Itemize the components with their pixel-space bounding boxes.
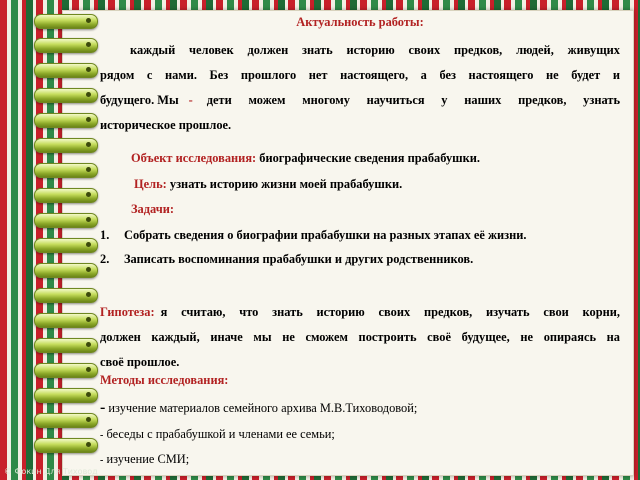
relevance-line-1: каждый человек должен знать историю своих предков, людей, живущих (130, 43, 620, 57)
task-item (100, 227, 620, 244)
method-item (100, 451, 620, 469)
binding-ring (34, 138, 98, 153)
object-line (131, 150, 621, 167)
binding-ring (34, 63, 98, 78)
tasks-label: Задачи: (131, 202, 174, 216)
hypothesis-line-2: должен каждый, иначе мы не сможем построить своё будущее, не опираясь на (100, 330, 620, 344)
binding-ring (34, 213, 98, 228)
task-text: Собрать сведения о биографии прабабушки на разных этапах её жизни. (124, 228, 527, 242)
relevance-line-4: историческое прошлое. (100, 118, 232, 132)
binding-ring (34, 338, 98, 353)
relevance-line-3 (100, 92, 620, 109)
binding-ring (34, 88, 98, 103)
hypothesis-text-1: я считаю, что знать историю своих предков, изучать свои корни, (160, 305, 620, 319)
method-item (100, 426, 620, 444)
binding-ring (34, 238, 98, 253)
watermark: © Фокин Для Тиховод (4, 467, 98, 476)
binding-ring (34, 413, 98, 428)
method-dash: - (100, 399, 106, 416)
binding-ring (34, 188, 98, 203)
hypothesis-line-1 (100, 304, 620, 321)
relevance-dash: - (188, 93, 193, 107)
task-text: Записать воспоминания прабабушки и других родственников. (124, 252, 474, 266)
object-label: Объект исследования (131, 151, 253, 165)
task-number: 1. (100, 228, 110, 242)
method-text: изучение материалов семейного архива М.В.Тиховодовой; (105, 401, 418, 415)
goal-text: узнать историю жизни моей прабабушки. (166, 177, 403, 191)
binding-ring (34, 313, 98, 328)
task-number: 2. (100, 252, 110, 266)
goal-line (134, 176, 620, 193)
method-item (100, 399, 620, 417)
method-dash: - (100, 455, 104, 466)
relevance-line-3a: будущего. Мы (100, 93, 179, 107)
hypothesis-line-3: своё прошлое. (100, 355, 180, 369)
task-item (100, 251, 620, 268)
relevance-line-3b: дети можем многому научиться у наших предков, узнать (206, 93, 620, 107)
method-dash: - (100, 430, 104, 441)
binding-ring (34, 38, 98, 53)
binding-ring (34, 288, 98, 303)
binding-ring (34, 163, 98, 178)
hypothesis-label: Гипотеза: (100, 305, 155, 319)
methods-label: Методы исследования: (100, 373, 229, 387)
binding-ring (34, 363, 98, 378)
binding-ring (34, 438, 98, 453)
goal-label: Цель: (134, 177, 167, 191)
binding-ring (34, 263, 98, 278)
method-text: изучение СМИ; (103, 452, 190, 466)
object-colon: : (252, 151, 257, 165)
object-text: биографические сведения прабабушки. (256, 151, 480, 165)
relevance-line-2: рядом с нами. Без прошлого нет настоящего, а без настоящего не будет и (100, 68, 620, 82)
binding-ring (34, 113, 98, 128)
binding-ring (34, 388, 98, 403)
page-title: Актуальность работы: (296, 15, 424, 29)
binding-ring (34, 14, 98, 29)
method-text: беседы с прабабушкой и членами ее семьи; (103, 427, 335, 441)
